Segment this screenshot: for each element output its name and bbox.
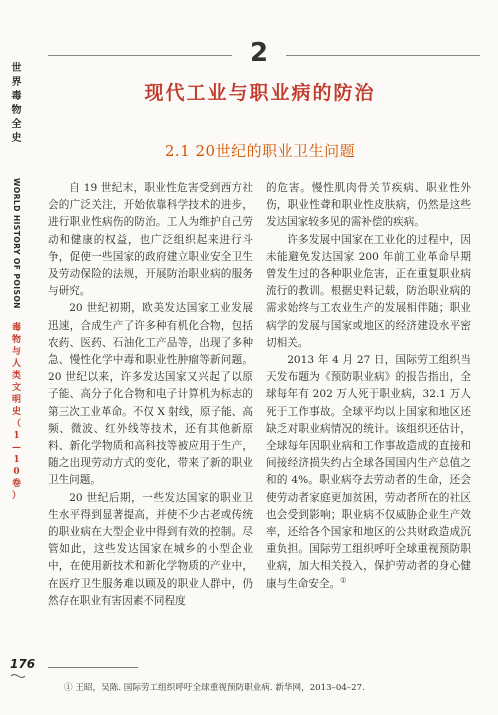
body-column-left [48, 180, 253, 610]
sidebar-series-char: 明 [11, 395, 22, 405]
sidebar-series-char: （ [11, 419, 22, 429]
sidebar-series-char: 类 [11, 371, 22, 381]
footnote: ① 王昭，吴陈. 国际劳工组织呼吁全球重视预防职业病. 新华网，2013–04–27. [64, 683, 365, 693]
chapter-title: 现代工业与职业病的防治 [144, 82, 376, 104]
sidebar-series-title [9, 322, 25, 502]
section-title: 2.1 20世纪的职业卫生问题 [164, 142, 356, 160]
sidebar-series-char: 0 [13, 467, 21, 477]
page-ornament-icon [10, 673, 26, 679]
paragraph: 20 世纪初期，欧美发达国家工业发展迅速，合成生产了许多种有机化合物，包括农药、医药、石油化工产品等，出现了多种急、慢性化学中毒和职业性肿瘤等新问题。20 世纪以来，许多发达国家又兴起了以原子能、高分子化合物和电子计算机为标志的第三次工业革命。不仅 X 射线，原子能、高频、微波、红外线等技术，还有其他新原料、新化学物质和高科技等被应用于生产，随之出现劳动方式的变化，带来了新的职业卫生问题。 [48, 302, 253, 487]
sidebar-title-char: 物 [11, 105, 23, 116]
sidebar-series-char: 与 [11, 347, 22, 357]
sidebar-english-text: WORLD HISTORY OF POISON [12, 178, 21, 309]
paragraph-text: 2013 年 4 月 27 日，国际劳工组织当天发布题为《预防职业病》的报告指出，全球每年有 202 万人死于职业病，32.1 万人死于工作事故。全球平均以上国家和地区还缺乏对职业病情况的统计。该组织还估计，全球每年因职业病和工作事故造成的直接和间接经济损失约占全球各国国内生产总值之和的 4%。职业病夺去劳动者的生命，还会使劳动者家庭更加贫困，劳动者所在的社区也会受到影响；职业病不仅威胁企业生产效率，还给各个国家和地区的公共财政造成沉重负担。国际劳工组织呼吁全球重视预防职业病，加大相关投入，保护劳动者的身心健康与生命安全。 [266, 354, 471, 590]
sidebar-series-char: ） [11, 491, 22, 501]
sidebar-title-char: 毒 [11, 91, 23, 102]
paragraph: 许多发展中国家在工业化的过程中，因未能避免发达国家 200 年前工业革命早期曾发生过的各种职业危害，正在重复职业病流行的教训。根据史料记载，防治职业病的需求始终与工农业生产的发展相伴随；职业病学的发展与国家或地区的经济建设水平密切相关。 [266, 233, 471, 349]
footnote-reference[interactable]: ① [340, 576, 347, 585]
paragraph-continued: 的危害。慢性肌肉骨关节疾病、职业性外伤，职业性聋和职业性皮肤病，仍然是这些发达国家较多见的需补偿的疾病。 [266, 182, 471, 229]
sidebar-series-char: 史 [11, 407, 22, 417]
chapter-number: 2 [249, 38, 269, 68]
sidebar-series-char: 物 [11, 335, 22, 345]
sidebar-title-char: 界 [11, 77, 23, 88]
sidebar-title-char: 全 [11, 119, 23, 130]
sidebar-series-char: 文 [11, 383, 22, 393]
sidebar-english-title [10, 178, 24, 318]
sidebar-series-char: 1 [13, 455, 21, 465]
paragraph [266, 352, 471, 593]
footnote-rule [48, 667, 138, 668]
sidebar-series-char: — [12, 443, 22, 453]
body-column-right [266, 180, 471, 593]
sidebar-title-char: 史 [11, 133, 23, 144]
chapter-rule-right [286, 55, 480, 56]
sidebar-series-char: 人 [11, 359, 22, 369]
chapter-rule-left [48, 55, 232, 56]
sidebar-series-char: 毒 [11, 323, 22, 333]
sidebar-book-title [9, 62, 25, 146]
sidebar-series-char: 卷 [11, 479, 22, 489]
sidebar-title-char: 世 [11, 63, 23, 74]
paragraph: 自 19 世纪末，职业性危害受到西方社会的广泛关注，开始依靠科学技术的进步，进行职业性病伤的防治。工人为维护自己劳动和健康的权益，也广泛组织起来进行斗争，促使一些国家的政府建立职业安全卫生及劳动保险的法规，开展防治职业病的服务与研究。 [48, 182, 253, 298]
paragraph: 20 世纪后期，一些发达国家的职业卫生水平得到显著提高，并使不少古老或传统的职业病在大型企业中得到有效的控制。尽管如此，这些发达国家在城乡的小型企业中，在使用新技术和新化学物质的产业中，在医疗卫生服务难以顾及的职业人群中，仍然存在职业有害因素不同程度 [48, 491, 253, 607]
sidebar-series-char: 1 [13, 431, 21, 441]
page-number: 176 [10, 657, 36, 671]
